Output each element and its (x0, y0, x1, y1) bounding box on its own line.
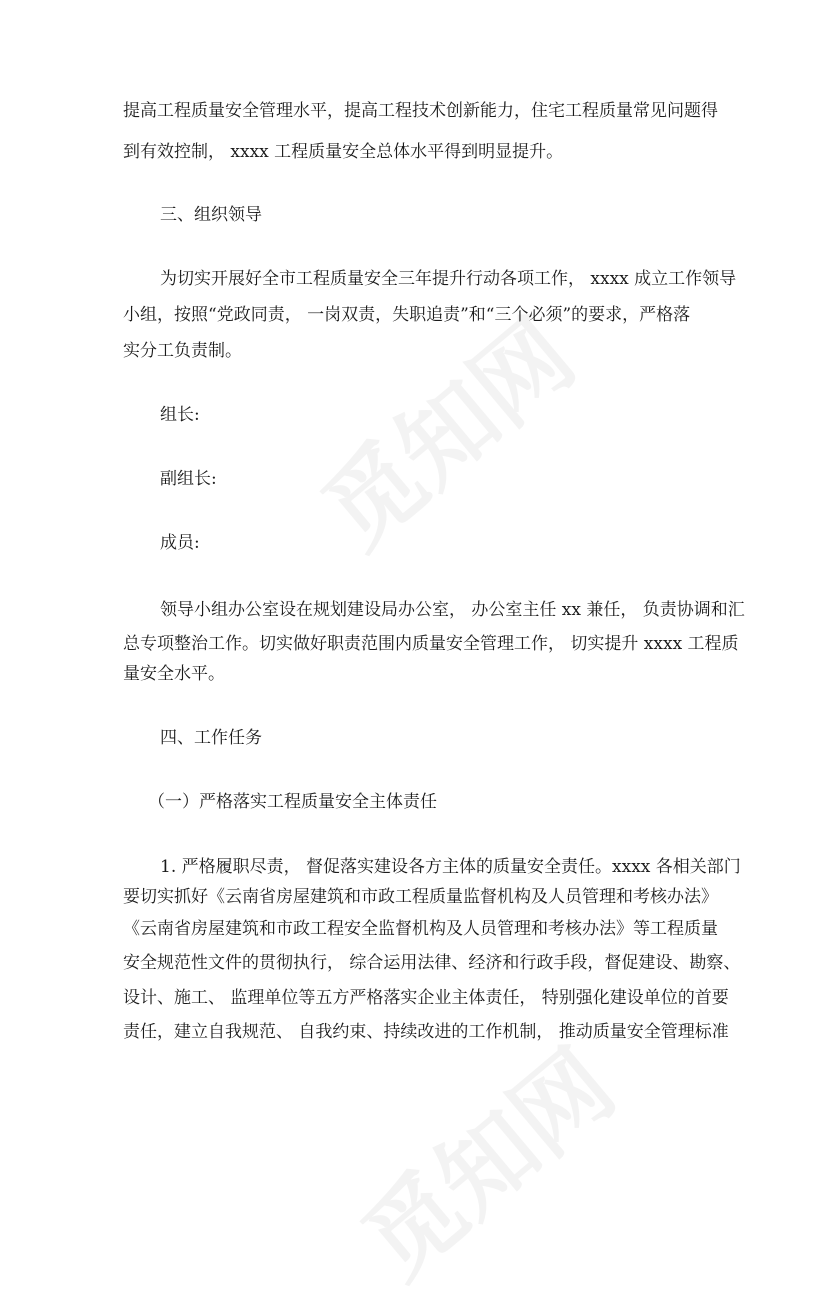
group-leader-label: 组长: (160, 405, 200, 425)
body-text-line: 安全规范性文件的贯彻执行， 综合运用法律、经济和行政手段，督促建设、勘察、 (123, 953, 741, 973)
section-heading: 四、工作任务 (160, 728, 262, 748)
body-text-line: 责任，建立自我规范、 自我约束、持续改进的工作机制， 推动质量安全管理标准 (123, 1022, 729, 1042)
watermark (330, 1013, 639, 1303)
body-text-line: 小组，按照“党政同责， 一岗双责，失职追责”和“三个必须”的要求，严格落 (123, 305, 691, 325)
body-text-line: 要切实抓好《云南省房屋建筑和市政工程质量监督机构及人员管理和考核办法》 (123, 887, 718, 907)
body-text-line: 提高工程质量安全管理水平，提高工程技术创新能力，住宅工程质量常见问题得 (123, 101, 718, 121)
body-text-line: 实分工负责制。 (123, 341, 242, 361)
body-text-line: 为切实开展好全市工程质量安全三年提升行动各项工作， xxxx 成立工作领导 (160, 269, 737, 289)
body-text-line: 《云南省房屋建筑和市政工程安全监督机构及人员管理和考核办法》等工程质量 (123, 919, 718, 939)
section-heading: 三、组织领导 (160, 205, 262, 225)
subsection-heading: （一）严格落实工程质量安全主体责任 (148, 792, 437, 812)
deputy-leader-label: 副组长: (160, 469, 217, 489)
body-text-line: 总专项整治工作。切实做好职责范围内质量安全管理工作， 切实提升 xxxx 工程质 (123, 634, 739, 654)
body-text-line: 到有效控制， xxxx 工程质量安全总体水平得到明显提升。 (123, 142, 564, 162)
body-text-line: 设计、施工、 监理单位等五方严格落实企业主体责任， 特别强化建设单位的首要 (123, 988, 729, 1008)
body-text-line: 量安全水平。 (123, 664, 225, 684)
watermark (290, 283, 599, 573)
members-label: 成员: (160, 533, 200, 553)
body-text-line: 领导小组办公室设在规划建设局办公室， 办公室主任 xx 兼任， 负责协调和汇 (160, 600, 745, 620)
body-text-line: 1. 严格履职尽责， 督促落实建设各方主体的质量安全责任。xxxx 各相关部门 (160, 857, 741, 877)
